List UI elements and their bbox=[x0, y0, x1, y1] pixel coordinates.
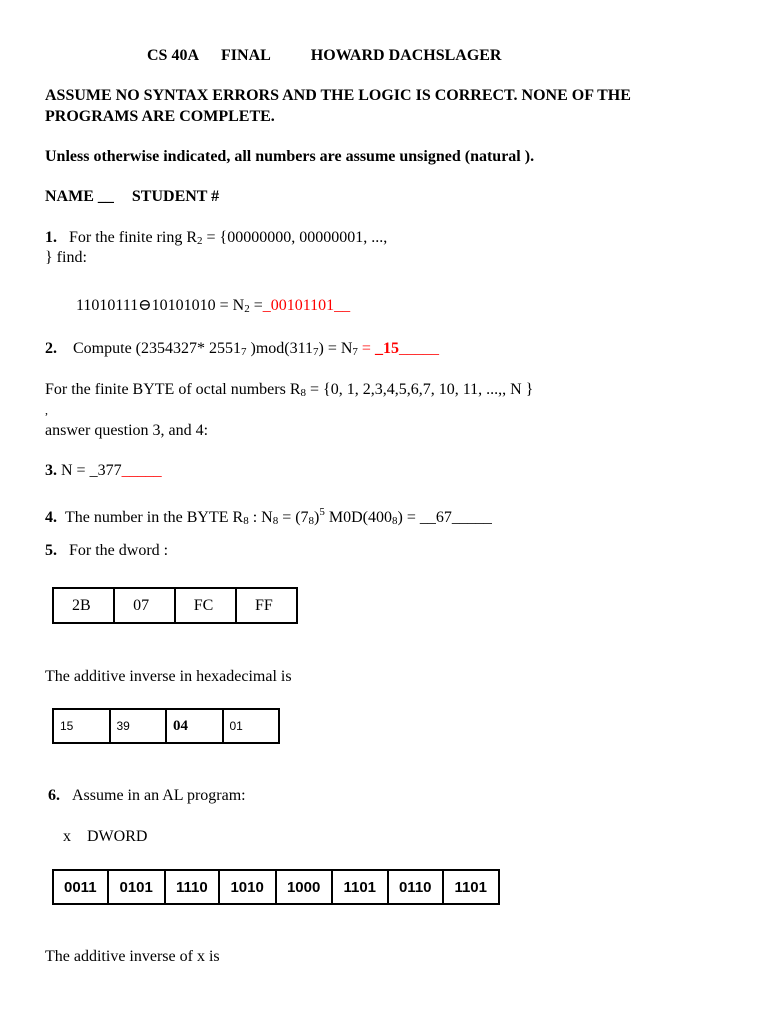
inverse-cell: 04 bbox=[166, 709, 223, 743]
byte-intro: For the finite BYTE of octal numbers R8 = {0, 1, 2,3,4,5,6,7, 10, 11, ...,, N } bbox=[45, 381, 534, 399]
instructions-line-2: PROGRAMS ARE COMPLETE. bbox=[45, 108, 275, 125]
byte-intro-comma: , bbox=[45, 403, 48, 417]
dword-cell: FC bbox=[175, 588, 236, 623]
variable-declaration bbox=[63, 827, 147, 847]
question-2-answer: _15 bbox=[374, 340, 399, 357]
dword-cell: 2B bbox=[53, 588, 114, 623]
inverse-table bbox=[52, 708, 280, 744]
question-1-line-2: } find: bbox=[45, 249, 87, 266]
question-1-answer: _00101101__ bbox=[262, 297, 351, 314]
dword-table bbox=[52, 587, 298, 624]
question-1-expression: 11010111⊖10101010 = N2 =_00101101__ bbox=[76, 297, 351, 315]
variable-type: DWORD bbox=[87, 828, 148, 845]
bits-cell: 0110 bbox=[388, 870, 443, 904]
exam-header bbox=[147, 46, 501, 66]
bits-cell: 1101 bbox=[443, 870, 499, 904]
byte-intro-line-2: answer question 3, and 4: bbox=[45, 422, 209, 439]
question-5-inverse-label: The additive inverse in hexadecimal is bbox=[45, 668, 292, 685]
question-4-number: 4. bbox=[45, 509, 57, 526]
dword-cell: 07 bbox=[114, 588, 175, 623]
question-2: 2. Compute (2354327* 25517 )mod(3117) = N7 = _15_____ bbox=[45, 340, 439, 358]
question-6-number: 6. bbox=[48, 787, 60, 804]
question-6: 6. Assume in an AL program: bbox=[48, 787, 246, 804]
ring-minus-operator: ⊖ bbox=[138, 297, 152, 314]
bits-cell: 0101 bbox=[108, 870, 165, 904]
bits-cell: 0011 bbox=[53, 870, 108, 904]
question-6-inverse-label: The additive inverse of x is bbox=[45, 948, 220, 965]
question-3: 3. N = _377_____ bbox=[45, 462, 162, 479]
instructions-note: Unless otherwise indicated, all numbers are assume unsigned (natural ). bbox=[45, 148, 535, 165]
inverse-cell: 39 bbox=[110, 709, 167, 743]
question-1: 1. For the finite ring R2 = {00000000, 00000001, ..., bbox=[45, 229, 388, 247]
question-2-number: 2. bbox=[45, 340, 57, 357]
question-1-number: 1. bbox=[45, 229, 57, 246]
name-label: NAME __ bbox=[45, 188, 114, 205]
bits-table bbox=[52, 869, 500, 905]
instructor-name: HOWARD DACHSLAGER bbox=[310, 47, 502, 64]
name-line bbox=[45, 187, 219, 207]
bits-cell: 1101 bbox=[332, 870, 387, 904]
question-3-number: 3. bbox=[45, 462, 57, 479]
exam-title: FINAL bbox=[221, 47, 271, 64]
inverse-cell: 15 bbox=[53, 709, 110, 743]
dword-cell: FF bbox=[236, 588, 297, 623]
question-5-number: 5. bbox=[45, 542, 57, 559]
course-code: CS 40A bbox=[147, 47, 200, 64]
bits-cell: 1000 bbox=[276, 870, 333, 904]
variable-name: x bbox=[63, 828, 71, 845]
bits-cell: 1010 bbox=[219, 870, 276, 904]
student-number-label: STUDENT # bbox=[131, 188, 220, 205]
inverse-cell: 01 bbox=[223, 709, 280, 743]
question-5: 5. For the dword : bbox=[45, 542, 169, 559]
bits-cell: 1110 bbox=[165, 870, 219, 904]
instructions-line-1: ASSUME NO SYNTAX ERRORS AND THE LOGIC IS CORRECT. NONE OF THE bbox=[45, 87, 631, 104]
question-4: 4. The number in the BYTE R8 : $N8 = (78)^5$ M0D(4008) = __67_____ bbox=[45, 506, 492, 527]
